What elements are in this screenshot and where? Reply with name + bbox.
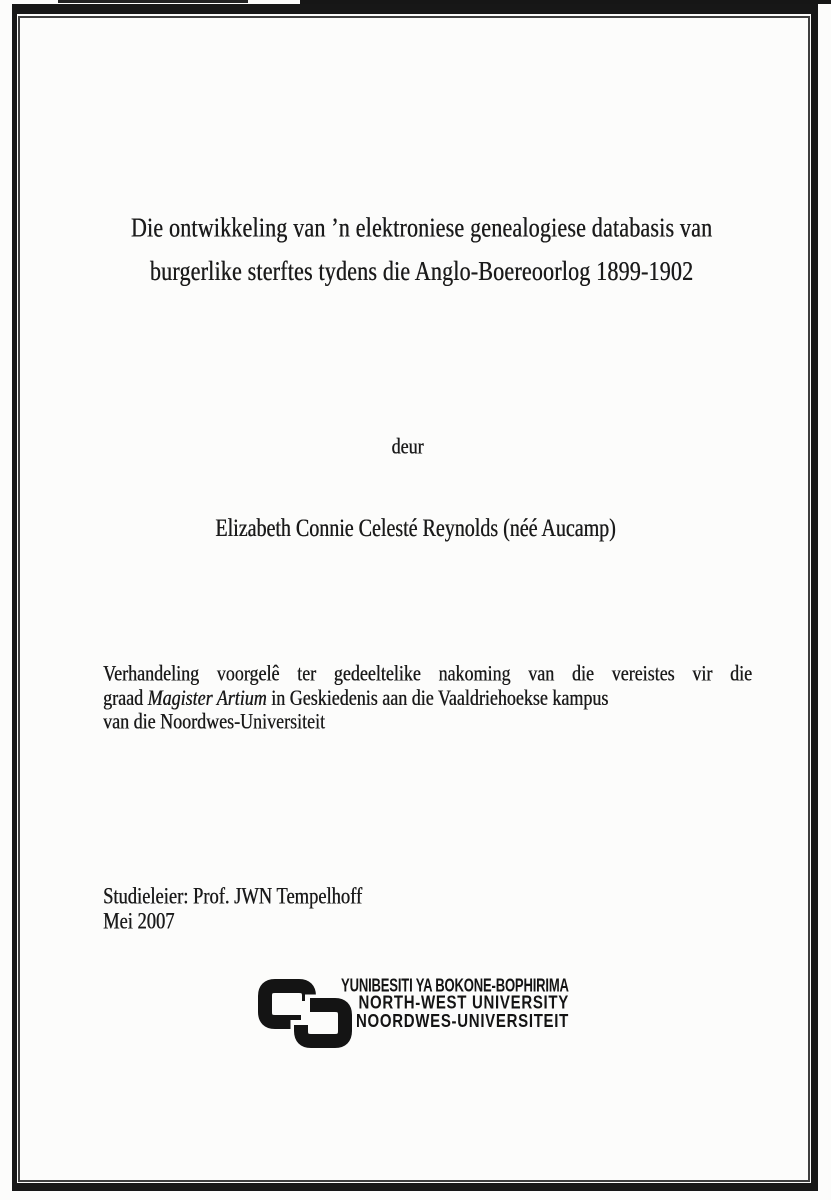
degree-line2-suffix: in Geskiedenis aan die Vaaldriehoekse kampus — [266, 684, 609, 710]
supervisor-line: Studieleier: Prof. JWN Tempelhoff — [103, 884, 363, 910]
thesis-title-line1: Die ontwikkeling van ’n elektroniese genealogiese databasis van — [130, 211, 713, 243]
university-name-english: NORTH-WEST UNIVERSITY — [358, 993, 569, 1014]
byline-deur: deur — [391, 433, 424, 459]
date-line: Mei 2007 — [103, 909, 175, 935]
thesis-title — [96, 205, 747, 293]
degree-line2-degree-name: Magister Artium — [147, 684, 267, 710]
degree-statement-line3: van die Noordwes-Universiteit — [103, 708, 325, 734]
degree-statement-line2 — [103, 686, 752, 710]
author-name: Elizabeth Connie Celesté Reynolds (néé Aucamp) — [215, 514, 616, 542]
scan-artifact — [58, 0, 248, 3]
degree-line2-prefix: graad — [103, 684, 148, 710]
degree-statement — [103, 662, 752, 734]
degree-statement-line1: Verhandeling voorgelê ter gedeeltelike nakoming van die vereistes vir die — [103, 660, 752, 686]
university-logo — [257, 977, 569, 1051]
university-name-block — [307, 975, 569, 1032]
university-name-setswana: YUNIBESITI YA BOKONE-BOPHIRIMA — [341, 975, 569, 997]
university-name-afrikaans: NOORDWES-UNIVERSITEIT — [355, 1010, 569, 1032]
thesis-title-line2: burgerlike sterftes tydens die Anglo-Boereoorlog 1899-1902 — [149, 255, 694, 287]
supervisor-block — [103, 886, 362, 935]
